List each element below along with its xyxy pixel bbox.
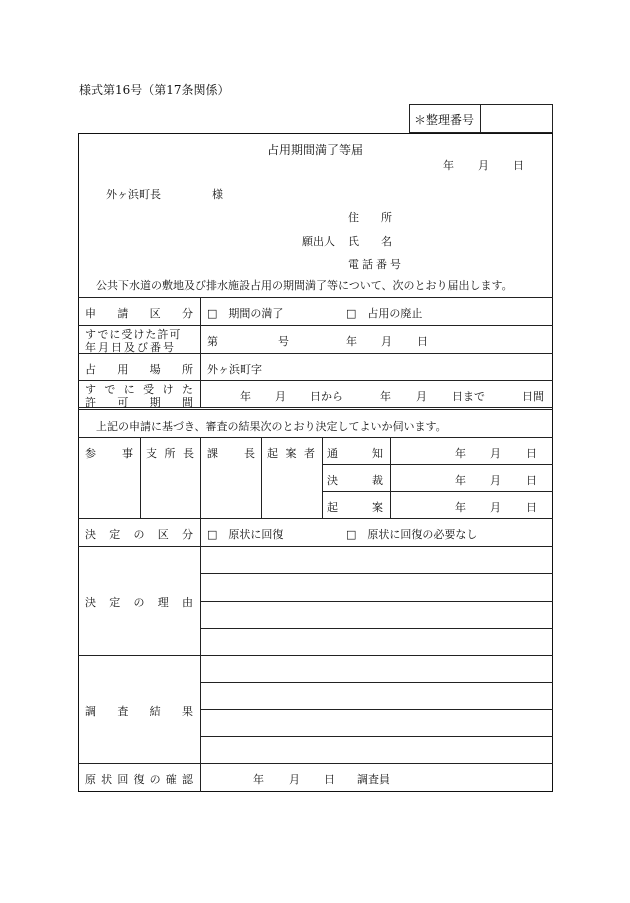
form-frame	[78, 133, 553, 792]
draft-day: 日	[526, 501, 537, 514]
restoration-confirm-label: 原 状 回 復 の 確 認	[85, 773, 193, 786]
restoration-day: 日	[324, 773, 335, 786]
place-label: 占 用 場 所	[85, 363, 193, 376]
inspector-label: 調査員	[357, 773, 390, 786]
date-day: 日	[513, 159, 524, 172]
period-to-year: 年	[380, 390, 391, 403]
date-month: 月	[478, 159, 489, 172]
draft-label: 起 案	[327, 501, 383, 514]
prior-permit-label-1: すでに受けた許可	[85, 328, 182, 341]
addressee-honorific: 様	[212, 188, 223, 201]
decision-category-label: 決 定 の 区 分	[85, 528, 193, 541]
period-from-year: 年	[240, 390, 251, 403]
decision-label: 決 裁	[327, 474, 383, 487]
reference-number-label: ＊整理番号	[414, 113, 475, 127]
decision-month: 月	[490, 474, 501, 487]
period-to-month: 月	[416, 390, 427, 403]
decision-reason-label: 決 定 の 理 由	[85, 596, 193, 609]
addressee: 外ヶ浜町長	[106, 188, 161, 201]
approver-sanji: 参 事	[85, 447, 133, 460]
draft-year: 年	[455, 501, 466, 514]
intro-text: 公共下水道の敷地及び排水施設占用の期間満了等について、次のとおり届出します。	[96, 279, 513, 292]
applicant-name-label: 氏 名	[348, 235, 392, 248]
period-days: 日間	[522, 390, 544, 403]
notice-label: 通 知	[327, 447, 383, 460]
draft-month: 月	[490, 501, 501, 514]
approver-drafter: 起 案 者	[267, 447, 315, 460]
decision-day: 日	[526, 474, 537, 487]
decision-option-restore[interactable]: □ 原状に回復	[207, 528, 284, 541]
period-label-1: す で に 受 け た	[85, 383, 193, 396]
permit-date-year: 年	[346, 335, 357, 348]
permit-number-prefix: 第	[207, 335, 218, 348]
decision-year: 年	[455, 474, 466, 487]
period-from-month: 月	[275, 390, 286, 403]
form-id: 様式第16号（第17条関係）	[79, 83, 230, 97]
reference-divider	[480, 104, 481, 133]
survey-result-label: 調 査 結 果	[85, 705, 193, 718]
period-from-day: 日から	[310, 390, 343, 403]
permit-number-suffix: 号	[278, 335, 289, 348]
permit-date-day: 日	[417, 335, 428, 348]
restoration-month: 月	[289, 773, 300, 786]
approver-section-chief: 課 長	[207, 447, 255, 460]
notice-month: 月	[490, 447, 501, 460]
notice-day: 日	[526, 447, 537, 460]
date-year: 年	[443, 159, 454, 172]
approver-branch-head: 支 所 長	[146, 447, 194, 460]
permit-date-month: 月	[381, 335, 392, 348]
applicant-address-label: 住 所	[348, 211, 392, 224]
review-intro: 上記の申請に基づき、審査の結果次のとおり決定してよいか伺います。	[96, 420, 447, 433]
decision-option-no-restore[interactable]: □ 原状に回復の必要なし	[346, 528, 478, 541]
form-title: 占用期間満了等届	[266, 143, 363, 157]
category-option-abolition[interactable]: □ 占用の廃止	[346, 307, 423, 320]
category-option-expiry[interactable]: □ 期間の満了	[207, 307, 284, 320]
applicant-label: 願出人	[302, 235, 335, 248]
notice-year: 年	[455, 447, 466, 460]
restoration-year: 年	[253, 773, 264, 786]
prior-permit-label-2: 年月日及び番号	[85, 341, 176, 354]
period-to-day: 日まで	[452, 390, 485, 403]
applicant-phone-label: 電話番号	[348, 258, 404, 271]
period-label-2: 許 可 期 間	[85, 396, 193, 409]
category-label: 申 請 区 分	[85, 307, 193, 320]
place-value[interactable]: 外ヶ浜町字	[207, 363, 262, 376]
